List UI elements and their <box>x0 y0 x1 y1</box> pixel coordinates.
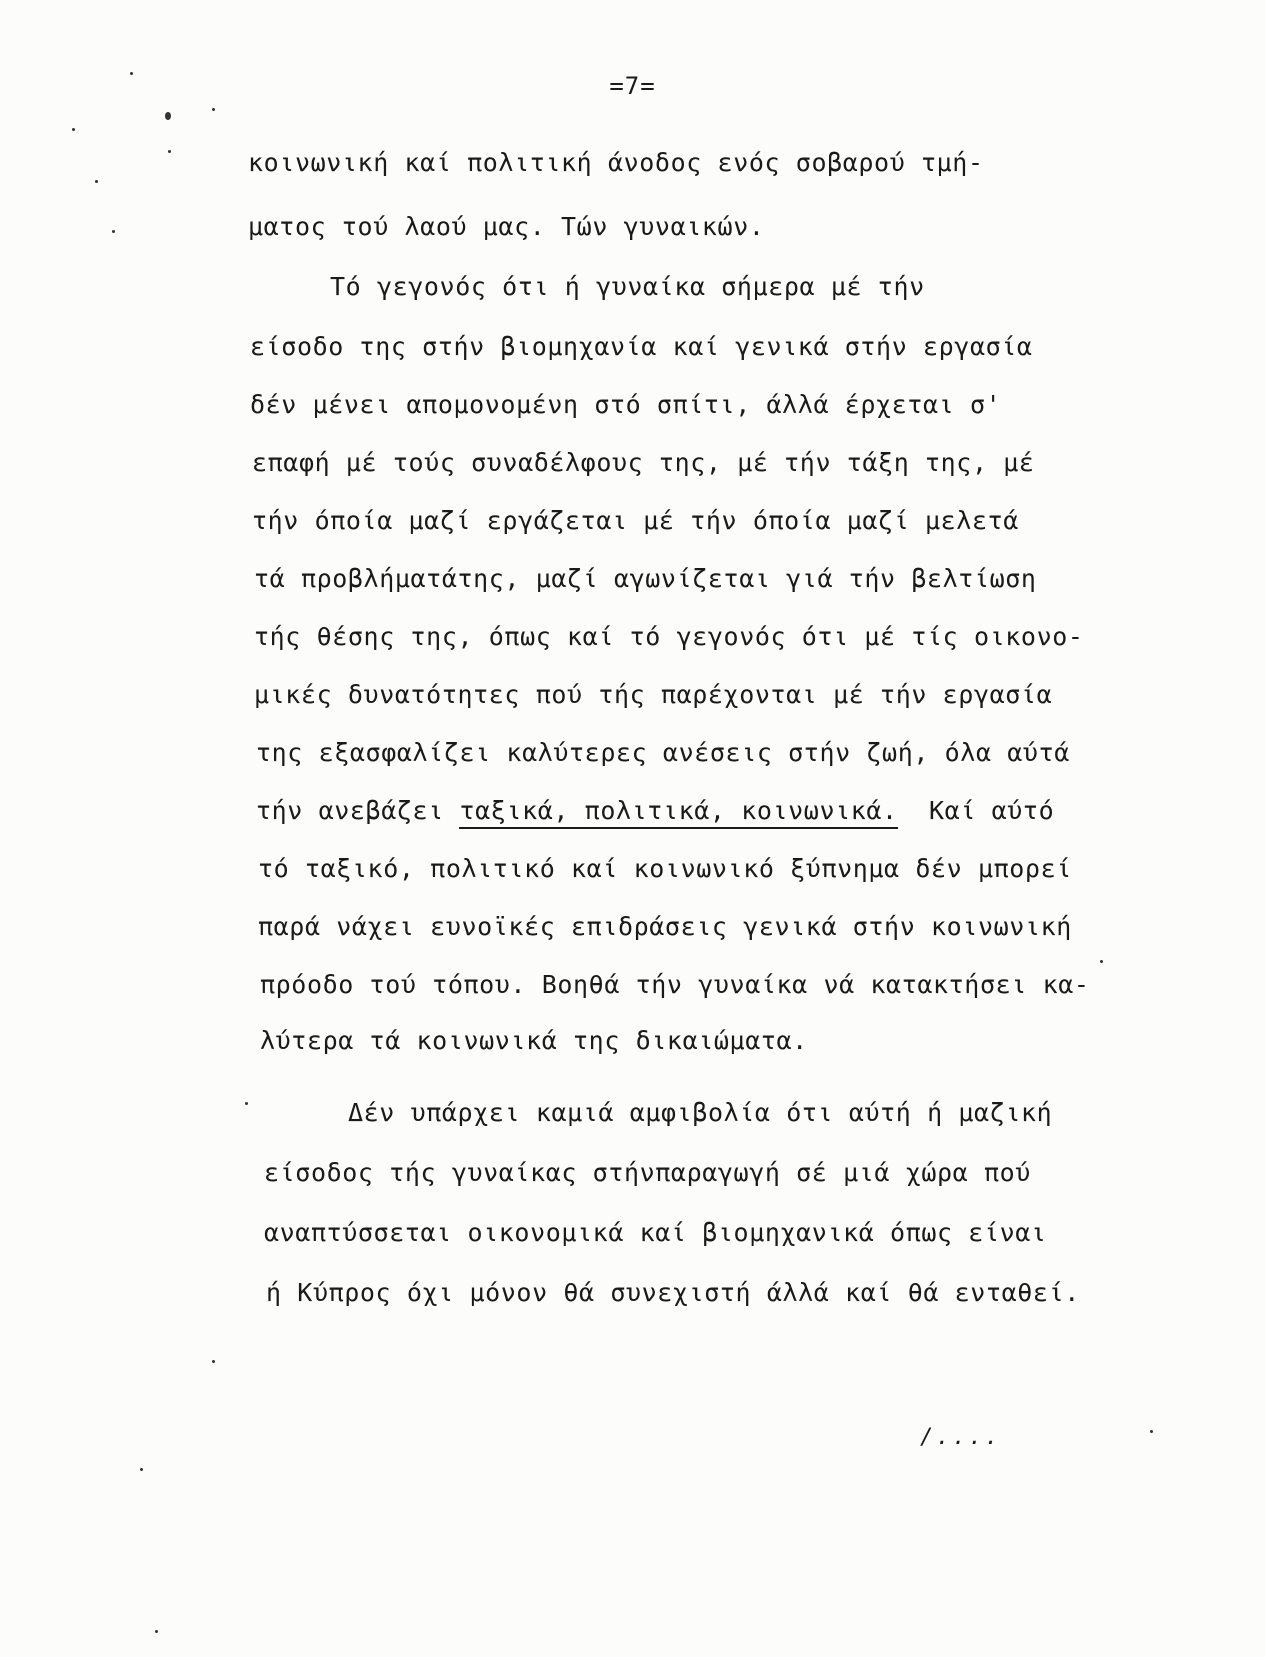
scan-speck <box>1150 1430 1153 1433</box>
text-segment: τήν ανεβάζει <box>256 796 460 825</box>
text-line: ή Κύπρος όχι μόνον θά συνεχιστή άλλά καί θά ενταθεί. <box>266 1278 1080 1307</box>
text-line-with-underline <box>256 796 1054 826</box>
text-line: τό ταξικό, πολιτικό καί κοινωνικό ξύπνημα δέν μπορεί <box>258 854 1072 883</box>
text-line: επαφή μέ τούς συναδέλφους της, μέ τήν τάξη της, μέ <box>252 448 1035 477</box>
text-line: Τό γεγονός ότι ή γυναίκα σήμερα μέ τήν <box>330 272 925 301</box>
page-number: =7= <box>609 72 656 100</box>
scan-speck <box>245 1102 248 1105</box>
scan-speck <box>140 1468 143 1471</box>
text-segment: Καί αύτό <box>897 796 1055 825</box>
text-line: μικές δυνατότητες πού τής παρέχονται μέ τήν εργασία <box>254 680 1053 709</box>
scan-speck <box>165 112 171 120</box>
scan-speck <box>1100 960 1103 963</box>
underlined-phrase: ταξικά, πολιτικά, κοινωνικά. <box>459 796 897 829</box>
text-line: Δέν υπάρχει καμιά αμφιβολία ότι αύτή ή μαζική <box>348 1098 1053 1127</box>
text-line: είσοδος τής γυναίκας στήνπαραγωγή σέ μιά χώρα πού <box>264 1158 1031 1187</box>
text-line: τά προβλήματάτης, μαζί αγωνίζεται γιά τήν βελτίωση <box>254 564 1037 593</box>
text-line: τής θέσης της, όπως καί τό γεγονός ότι μέ τίς οικονο- <box>254 622 1084 651</box>
text-line: δέν μένει απομονομένη στό σπίτι, άλλά έρχεται σ' <box>250 390 1002 419</box>
scan-speck <box>72 128 75 131</box>
text-line: πρόοδο τού τόπου. Βοηθά τήν γυναίκα νά κατακτήσει κα- <box>260 970 1090 999</box>
text-line: λύτερα τά κοινωνικά της δικαιώματα. <box>260 1026 808 1055</box>
text-line: της εξασφαλίζει καλύτερες ανέσεις στήν ζωή, όλα αύτά <box>256 738 1070 767</box>
scan-speck <box>155 1630 158 1633</box>
scan-speck <box>212 108 215 111</box>
scan-speck <box>130 72 133 75</box>
text-line: αναπτύσσεται οικονομικά καί βιομηχανικά όπως είναι <box>264 1218 1047 1247</box>
continuation-mark: /.... <box>920 1425 1002 1450</box>
text-line: ματος τού λαού μας. Τών γυναικών. <box>248 212 765 241</box>
text-line: είσοδο της στήν βιομηχανία καί γενικά στήν εργασία <box>250 332 1033 361</box>
scan-speck <box>212 1360 215 1363</box>
text-line: κοινωνική καί πολιτική άνοδος ενός σοβαρού τμή- <box>248 148 984 177</box>
text-line: τήν όποία μαζί εργάζεται μέ τήν όποία μαζί μελετά <box>252 506 1019 535</box>
scan-speck <box>168 150 171 153</box>
text-line: παρά νάχει ευνοϊκές επιδράσεις γενικά στήν κοινωνική <box>258 912 1072 941</box>
scan-speck <box>112 230 115 233</box>
scan-speck <box>95 180 98 183</box>
